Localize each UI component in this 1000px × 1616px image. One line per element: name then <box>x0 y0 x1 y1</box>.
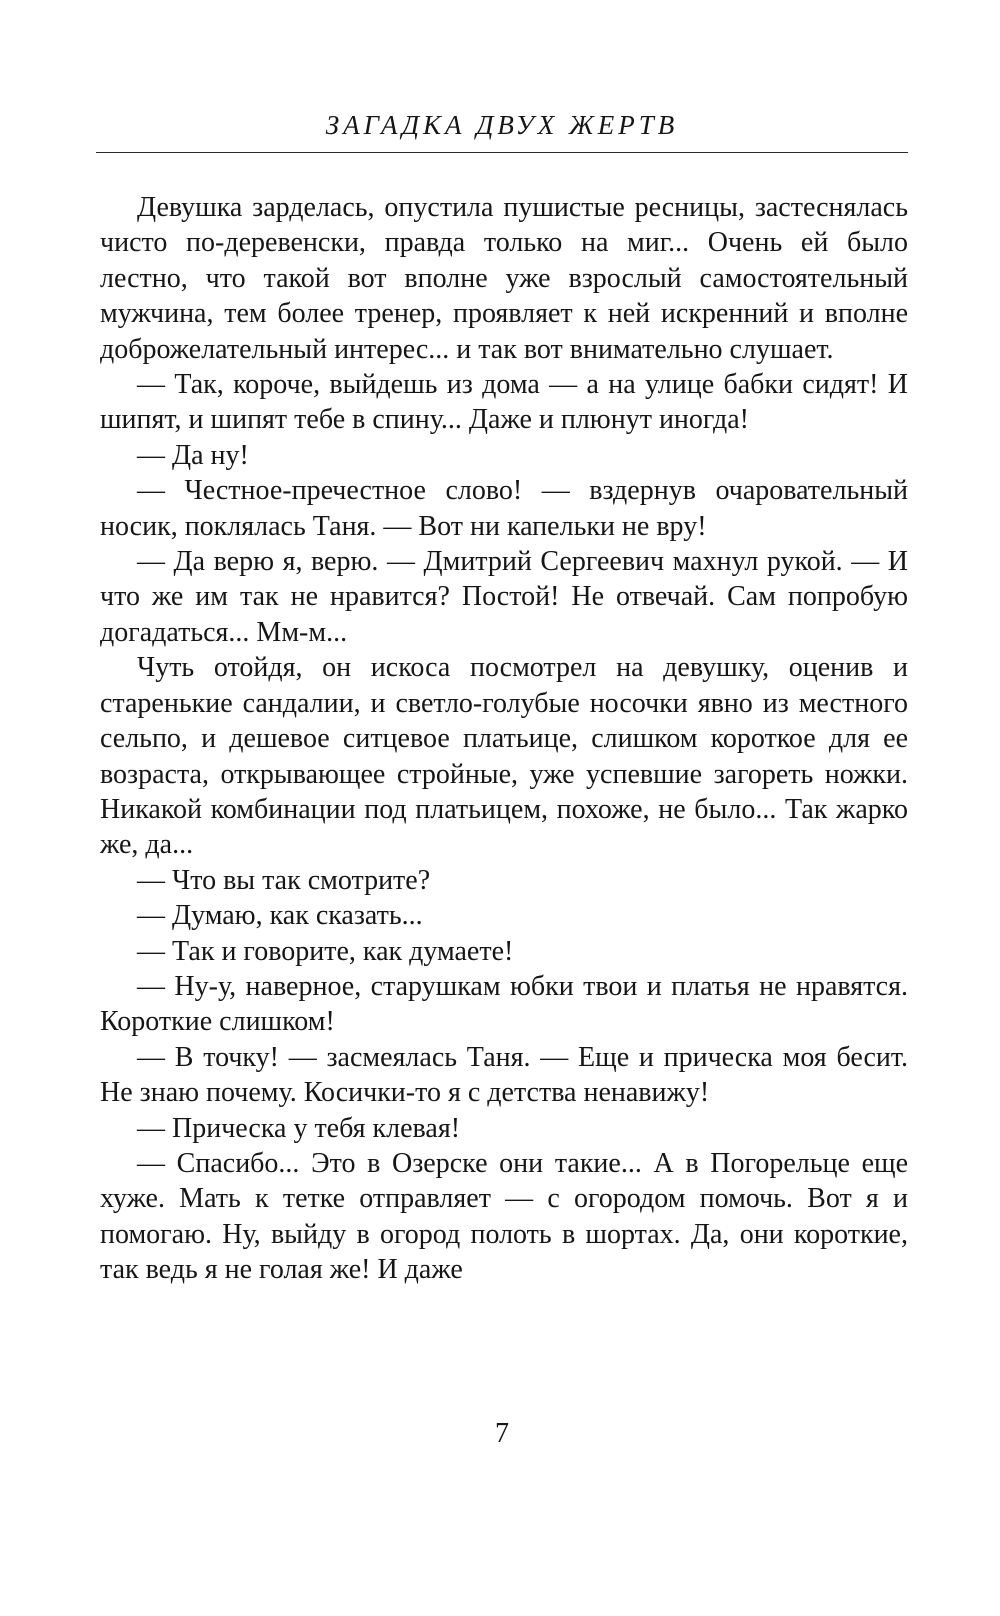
header-rule <box>96 152 908 153</box>
body-text <box>100 190 908 1288</box>
page-header <box>96 110 908 153</box>
paragraph: — Прическа у тебя клевая! <box>137 1112 461 1144</box>
paragraph: — Да ну! <box>137 439 249 471</box>
paragraph: Чуть отойдя, он искоса посмотрел на девушку, оценив и старенькие сандалии, и светло-голубые носочки явно из местного сельпо, и дешевое ситцевое платьице, слишком короткое для ее возраста, открывающее стройные, уже успевшие загореть ножки. Никакой комбинации под платьицем, похоже, не было... Так жарко же, да... <box>100 652 908 861</box>
paragraph: — В точку! — засмеялась Таня. — Еще и прическа моя бесит. Не знаю почему. Косички-то я с детства ненавижу! <box>100 1041 908 1109</box>
running-head-title: ЗАГАДКА ДВУХ ЖЕРТВ <box>325 110 679 140</box>
paragraph: — Честное-пречестное слово! — вздернув очаровательный носик, поклялась Таня. — Вот ни капельки не вру! <box>100 475 908 542</box>
paragraph: — Так и говорите, как думаете! <box>137 935 514 967</box>
paragraph: — Спасибо... Это в Озерске они такие... А в Погорельце еще хуже. Мать к тетке отправляет — с огородом помочь. Вот я и помогаю. Ну, выйду в огород полоть в шортах. Да, они короткие, так ведь я не голая же! И даже <box>100 1147 908 1286</box>
paragraph: — Что вы так смотрите? <box>137 864 431 896</box>
paragraph: — Так, короче, выйдешь из дома — а на улице бабки сидят! И шипят, и шипят тебе в спину... Даже и плюнут иногда! <box>100 369 908 436</box>
paragraph: — Ну-у, наверное, старушкам юбки твои и платья не нравятся. Короткие слишком! <box>100 970 908 1038</box>
paragraph: — Да верю я, верю. — Дмитрий Сергеевич махнул рукой. — И что же им так не нравится? Постой! Не отвечай. Сам попробую догадаться... Мм-м... <box>100 546 908 648</box>
paragraph: — Думаю, как сказать... <box>137 900 423 932</box>
paragraph: Девушка зарделась, опустила пушистые ресницы, застеснялась чисто по-деревенски, правда только на миг... Очень ей было лестно, что такой вот вполне уже взрослый самостоятельный мужчина, тем более тренер, проявляет к ней искренний и вполне доброжелательный интерес... и так вот внимательно слушает. <box>100 192 908 365</box>
page-number: 7 <box>495 1418 509 1449</box>
